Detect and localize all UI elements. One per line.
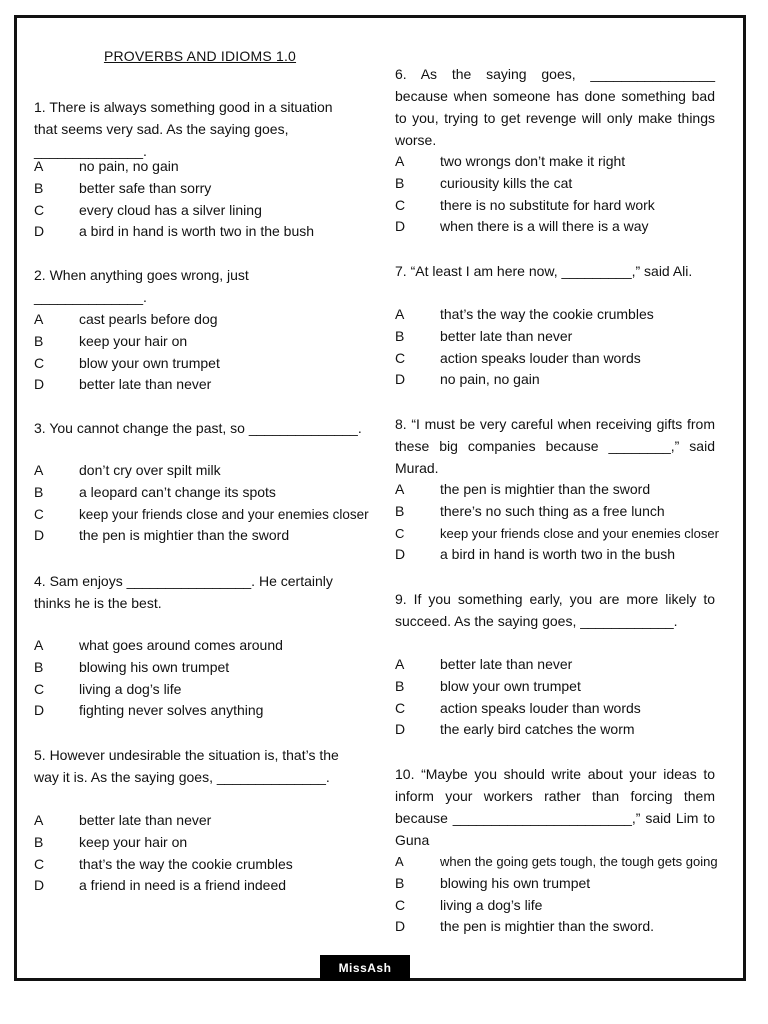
option: C living a dog’s life bbox=[34, 680, 182, 697]
option: C there is no substitute for hard work bbox=[395, 196, 655, 213]
option: D a friend in need is a friend indeed bbox=[34, 877, 287, 894]
option: B better safe than sorry bbox=[34, 179, 212, 196]
question-10: 10. “Maybe you should write about your ideas to inform your workers rather than forcing them because _______________________,” said Lim to Guna bbox=[395, 766, 715, 848]
option: A don’t cry over spilt milk bbox=[34, 462, 221, 478]
option: B keep your hair on bbox=[34, 332, 188, 349]
question-6: 6. As the saying goes, ________________ because when someone has done something bad to you, trying to get revenge will only make things worse. bbox=[395, 66, 715, 148]
question-1: 1. There is always something good in a situation that seems very sad. As the saying goes, ______________. bbox=[34, 99, 333, 159]
question-2-options bbox=[34, 309, 366, 396]
option: A cast pearls before dog bbox=[34, 311, 218, 327]
question-7-options bbox=[395, 304, 715, 391]
question-4: 4. Sam enjoys ________________. He certainly thinks he is the best. bbox=[34, 573, 333, 611]
option: C action speaks louder than words bbox=[395, 349, 641, 366]
option: C blow your own trumpet bbox=[34, 354, 220, 371]
option: C living a dog’s life bbox=[395, 896, 543, 913]
option: C action speaks louder than words bbox=[395, 699, 641, 716]
option: A when the going gets tough, the tough gets going bbox=[395, 854, 718, 869]
option: B there’s no such thing as a free lunch bbox=[395, 502, 665, 519]
option: A no pain, no gain bbox=[34, 158, 179, 174]
question-7: 7. “At least I am here now, _________,” said Ali. bbox=[395, 263, 693, 279]
option: A better late than never bbox=[34, 812, 212, 828]
option: C keep your friends close and your enemies closer bbox=[34, 506, 369, 522]
option: A what goes around comes around bbox=[34, 637, 283, 653]
option: D the early bird catches the worm bbox=[395, 721, 635, 738]
question-9-options bbox=[395, 654, 715, 741]
option: A the pen is mightier than the sword bbox=[395, 481, 651, 497]
question-5-options bbox=[34, 810, 366, 897]
option: D better late than never bbox=[34, 376, 212, 393]
question-3-options bbox=[34, 460, 369, 547]
worksheet-title: PROVERBS AND IDIOMS 1.0 bbox=[103, 48, 297, 64]
option: D no pain, no gain bbox=[395, 371, 540, 388]
option: C that’s the way the cookie crumbles bbox=[34, 855, 293, 872]
option: B blow your own trumpet bbox=[395, 677, 581, 694]
author-tag: MissAsh bbox=[320, 955, 410, 981]
option: A better late than never bbox=[395, 656, 573, 672]
option: D a bird in hand is worth two in the bush bbox=[395, 546, 676, 563]
question-10-options bbox=[395, 851, 718, 938]
question-5: 5. However undesirable the situation is, that’s the way it is. As the saying goes, ______________. bbox=[34, 747, 339, 785]
question-9: 9. If you something early, you are more likely to succeed. As the saying goes, ____________. bbox=[395, 591, 715, 629]
question-2: 2. When anything goes wrong, just ______________. bbox=[34, 267, 249, 305]
option: B keep your hair on bbox=[34, 833, 188, 850]
question-3: 3. You cannot change the past, so ______________. bbox=[34, 420, 362, 436]
option: D a bird in hand is worth two in the bush bbox=[34, 223, 315, 240]
question-4-options bbox=[34, 635, 366, 722]
question-8: 8. “I must be very careful when receiving gifts from these big companies because ________,” said Murad. bbox=[395, 416, 715, 476]
option: B a leopard can’t change its spots bbox=[34, 483, 276, 500]
option: D the pen is mightier than the sword. bbox=[395, 918, 655, 935]
option: D fighting never solves anything bbox=[34, 702, 264, 719]
option: B better late than never bbox=[395, 327, 573, 344]
option: D when there is a will there is a way bbox=[395, 218, 649, 235]
option: D the pen is mightier than the sword bbox=[34, 527, 290, 544]
question-8-options bbox=[395, 479, 719, 566]
question-6-options bbox=[395, 151, 715, 238]
option: B blowing his own trumpet bbox=[395, 874, 591, 891]
option: A two wrongs don’t make it right bbox=[395, 153, 626, 169]
question-1-options bbox=[34, 156, 366, 243]
option: B curiousity kills the cat bbox=[395, 174, 573, 191]
option: C every cloud has a silver lining bbox=[34, 201, 262, 218]
option: C keep your friends close and your enemies closer bbox=[395, 525, 719, 541]
option: B blowing his own trumpet bbox=[34, 658, 230, 675]
option: A that’s the way the cookie crumbles bbox=[395, 306, 654, 322]
